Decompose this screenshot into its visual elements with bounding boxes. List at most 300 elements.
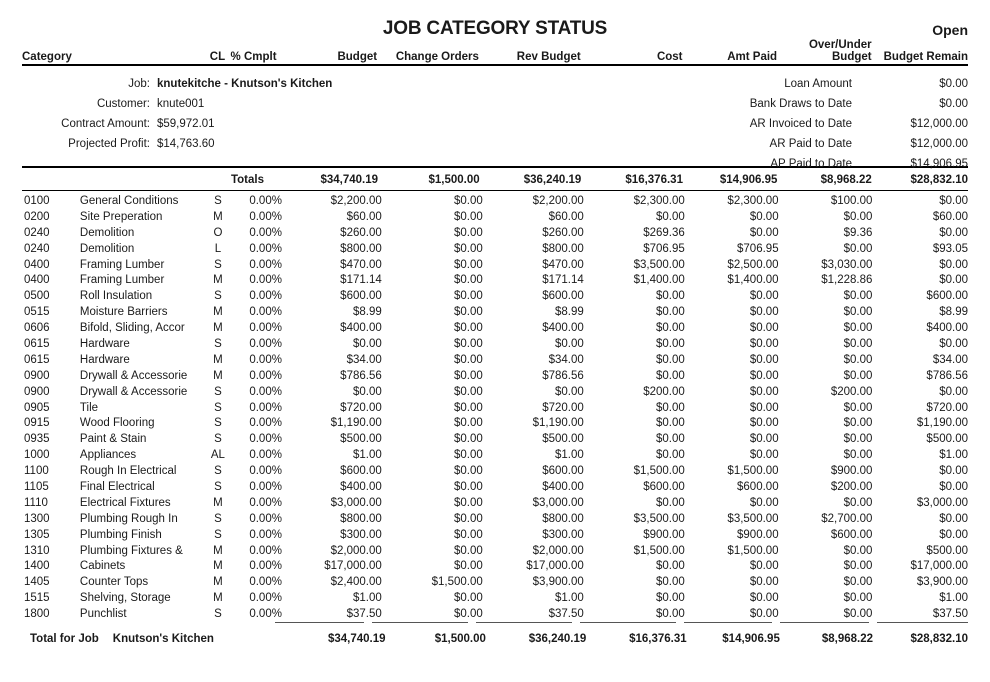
row-cell-change-orders: $0.00 xyxy=(453,322,483,335)
row-cell-cost: $0.00 xyxy=(656,608,685,621)
totals-change-orders: $1,500.00 xyxy=(428,173,480,186)
table-row[interactable] xyxy=(22,384,968,400)
row-cell-budget-remain: $786.56 xyxy=(926,369,968,382)
row-cell-change-orders: $0.00 xyxy=(453,306,483,319)
row-cell-cl: S xyxy=(214,417,222,430)
row-cell-budget: $400.00 xyxy=(340,480,382,493)
row-cell-description: Tile xyxy=(79,401,99,414)
table-row[interactable] xyxy=(22,225,968,241)
row-cell-description: Plumbing Fixtures & xyxy=(79,544,183,557)
table-row[interactable] xyxy=(22,272,968,288)
row-cell-amt-paid: $0.00 xyxy=(749,337,779,350)
row-cell-code: 1105 xyxy=(24,480,49,493)
row-cell-cl: M xyxy=(213,369,223,382)
table-row[interactable] xyxy=(22,463,968,479)
ar-invoiced-value: $12,000.00 xyxy=(910,118,968,130)
row-cell-amt-paid: $0.00 xyxy=(749,210,779,223)
row-cell-rev-budget: $2,000.00 xyxy=(532,544,584,557)
table-row[interactable] xyxy=(22,479,968,495)
table-row[interactable] xyxy=(22,320,968,336)
row-cell-over-under-budget: $0.00 xyxy=(843,353,873,366)
row-cell-cost: $0.00 xyxy=(656,369,685,382)
row-cell-pct-cmplt: 0.00% xyxy=(249,496,282,509)
row-cell-amt-paid: $0.00 xyxy=(749,608,779,621)
row-cell-description: Roll Insulation xyxy=(79,290,153,303)
grand-total-budget: $34,740.19 xyxy=(327,633,386,646)
row-cell-budget: $37.50 xyxy=(346,608,382,621)
table-row[interactable] xyxy=(22,288,968,304)
row-cell-rev-budget: $34.00 xyxy=(548,353,584,366)
row-cell-pct-cmplt: 0.00% xyxy=(249,353,282,366)
table-row[interactable] xyxy=(22,606,968,622)
row-cell-rev-budget: $2,200.00 xyxy=(532,194,584,207)
row-cell-cost: $600.00 xyxy=(643,480,685,493)
row-cell-description: General Conditions xyxy=(79,194,179,207)
row-cell-cost: $0.00 xyxy=(656,449,685,462)
row-cell-description: Framing Lumber xyxy=(79,258,165,271)
row-cell-pct-cmplt: 0.00% xyxy=(249,608,282,621)
row-cell-change-orders: $0.00 xyxy=(453,226,483,239)
report-header xyxy=(22,16,968,46)
row-cell-change-orders: $0.00 xyxy=(453,258,483,271)
row-cell-budget-remain: $37.50 xyxy=(932,608,968,621)
subtotal-rule-cost xyxy=(580,622,676,627)
row-cell-cost: $0.00 xyxy=(656,401,685,414)
row-cell-cl: S xyxy=(214,258,222,271)
row-cell-amt-paid: $2,500.00 xyxy=(727,258,779,271)
row-cell-pct-cmplt: 0.00% xyxy=(249,592,282,605)
row-cell-over-under-budget: $0.00 xyxy=(843,210,873,223)
row-cell-amt-paid: $900.00 xyxy=(737,528,779,541)
row-cell-over-under-budget: $0.00 xyxy=(843,496,873,509)
row-cell-cost: $1,400.00 xyxy=(633,274,685,287)
subtotal-rule-budget xyxy=(275,622,364,627)
row-cell-rev-budget: $720.00 xyxy=(542,401,584,414)
job-separator: - xyxy=(224,78,228,90)
row-cell-cl: S xyxy=(214,480,222,493)
row-cell-change-orders: $0.00 xyxy=(453,353,483,366)
row-cell-cl: M xyxy=(213,592,223,605)
row-cell-amt-paid: $706.95 xyxy=(737,242,779,255)
row-cell-budget: $786.56 xyxy=(340,369,382,382)
row-cell-pct-cmplt: 0.00% xyxy=(249,576,282,589)
row-cell-rev-budget: $0.00 xyxy=(555,385,584,398)
row-cell-budget: $500.00 xyxy=(340,433,382,446)
grand-total-change-orders: $1,500.00 xyxy=(434,633,486,646)
row-cell-cost: $0.00 xyxy=(656,337,685,350)
row-cell-cl: S xyxy=(214,385,222,398)
row-cell-cost: $0.00 xyxy=(656,290,685,303)
row-cell-description: Framing Lumber xyxy=(79,274,165,287)
row-cell-change-orders: $0.00 xyxy=(453,401,483,414)
row-cell-description: Final Electrical xyxy=(79,480,155,493)
row-cell-amt-paid: $0.00 xyxy=(749,433,779,446)
row-cell-cl: L xyxy=(214,242,222,255)
column-header-category: Category xyxy=(22,51,72,63)
row-cell-pct-cmplt: 0.00% xyxy=(249,258,282,271)
bank-draws-value: $0.00 xyxy=(939,98,968,110)
row-cell-code: 1800 xyxy=(24,608,50,621)
row-cell-rev-budget: $300.00 xyxy=(542,528,584,541)
table-row[interactable] xyxy=(22,304,968,320)
row-cell-rev-budget: $400.00 xyxy=(542,322,584,335)
job-row xyxy=(22,74,332,94)
row-cell-pct-cmplt: 0.00% xyxy=(249,210,282,223)
row-cell-budget: $1,190.00 xyxy=(330,417,382,430)
row-cell-change-orders: $1,500.00 xyxy=(431,576,483,589)
job-name: Knutson's Kitchen xyxy=(231,78,333,90)
row-cell-amt-paid: $0.00 xyxy=(749,449,779,462)
projected-profit-label: Projected Profit: xyxy=(68,138,150,150)
table-row[interactable] xyxy=(22,527,968,543)
subtotal-rules xyxy=(22,622,968,629)
row-cell-cost: $269.36 xyxy=(643,226,685,239)
row-cell-cl: M xyxy=(213,496,223,509)
row-cell-cost: $0.00 xyxy=(656,210,685,223)
row-cell-cost: $0.00 xyxy=(656,353,685,366)
table-row[interactable] xyxy=(22,336,968,352)
row-cell-change-orders: $0.00 xyxy=(453,274,483,287)
row-cell-over-under-budget: $0.00 xyxy=(843,401,873,414)
row-cell-code: 1400 xyxy=(24,560,50,573)
row-cell-cl: M xyxy=(213,322,223,335)
row-cell-amt-paid: $0.00 xyxy=(749,369,779,382)
row-cell-budget-remain: $500.00 xyxy=(926,544,968,557)
row-cell-amt-paid: $0.00 xyxy=(749,226,779,239)
row-cell-change-orders: $0.00 xyxy=(453,242,483,255)
row-cell-change-orders: $0.00 xyxy=(453,560,483,573)
finance-row xyxy=(692,154,968,174)
row-cell-amt-paid: $0.00 xyxy=(749,385,779,398)
subtotal-rule-change-orders xyxy=(372,622,468,627)
job-summary-block xyxy=(22,66,968,170)
divider xyxy=(22,190,968,191)
row-cell-amt-paid: $2,300.00 xyxy=(727,194,779,207)
row-cell-amt-paid: $0.00 xyxy=(749,353,779,366)
row-cell-cost: $3,500.00 xyxy=(633,258,685,271)
row-cell-change-orders: $0.00 xyxy=(453,465,483,478)
row-cell-code: 0615 xyxy=(24,337,50,350)
row-cell-change-orders: $0.00 xyxy=(453,210,483,223)
table-row[interactable] xyxy=(22,590,968,606)
row-cell-budget-remain: $0.00 xyxy=(939,337,968,350)
row-cell-code: 0606 xyxy=(24,322,50,335)
row-cell-budget-remain: $3,900.00 xyxy=(916,576,968,589)
loan-amount-value: $0.00 xyxy=(939,78,968,90)
row-cell-cost: $0.00 xyxy=(656,560,685,573)
row-cell-pct-cmplt: 0.00% xyxy=(249,242,282,255)
grand-total-job-name: Knutson's Kitchen xyxy=(112,633,214,646)
row-cell-description: Demolition xyxy=(79,242,135,255)
column-header-change-orders: Change Orders xyxy=(395,51,479,63)
row-cell-description: Site Preperation xyxy=(79,210,163,223)
row-cell-cl: S xyxy=(214,433,222,446)
row-cell-cost: $1,500.00 xyxy=(633,544,685,557)
row-cell-pct-cmplt: 0.00% xyxy=(249,401,282,414)
row-cell-amt-paid: $1,400.00 xyxy=(727,274,779,287)
row-cell-description: Drywall & Accessorie xyxy=(79,369,188,382)
grand-total-cost: $16,376.31 xyxy=(629,633,687,646)
row-cell-rev-budget: $786.56 xyxy=(542,369,584,382)
row-cell-pct-cmplt: 0.00% xyxy=(249,369,282,382)
row-cell-budget: $1.00 xyxy=(352,592,382,605)
row-cell-budget-remain: $0.00 xyxy=(939,258,968,271)
row-cell-change-orders: $0.00 xyxy=(453,385,483,398)
row-cell-over-under-budget: $200.00 xyxy=(830,385,873,398)
row-cell-rev-budget: $600.00 xyxy=(542,290,584,303)
row-cell-rev-budget: $3,000.00 xyxy=(532,496,584,509)
row-cell-rev-budget: $17,000.00 xyxy=(526,560,584,573)
row-cell-budget-remain: $60.00 xyxy=(932,210,968,223)
row-cell-rev-budget: $60.00 xyxy=(548,210,584,223)
row-cell-amt-paid: $0.00 xyxy=(749,576,779,589)
page-title: JOB CATEGORY STATUS xyxy=(382,18,608,39)
bank-draws-label: Bank Draws to Date xyxy=(749,98,852,110)
row-cell-description: Demolition xyxy=(79,226,135,239)
row-cell-change-orders: $0.00 xyxy=(453,369,483,382)
row-cell-budget-remain: $0.00 xyxy=(939,385,968,398)
row-cell-rev-budget: $171.14 xyxy=(542,274,584,287)
grand-total-budget-remain: $28,832.10 xyxy=(910,633,969,646)
row-cell-change-orders: $0.00 xyxy=(453,608,483,621)
row-cell-rev-budget: $800.00 xyxy=(542,512,584,525)
table-row[interactable] xyxy=(22,400,968,416)
row-cell-budget-remain: $8.99 xyxy=(939,306,968,319)
row-cell-budget: $800.00 xyxy=(340,242,382,255)
row-cell-code: 0200 xyxy=(24,210,50,223)
contract-amount-row xyxy=(22,114,332,134)
ar-invoiced-label: AR Invoiced to Date xyxy=(749,118,852,130)
subtotal-rule-over-under xyxy=(780,622,869,627)
row-cell-cl: M xyxy=(213,544,223,557)
row-cell-budget-remain: $1,190.00 xyxy=(916,417,968,430)
row-cell-change-orders: $0.00 xyxy=(453,528,483,541)
subtotal-rule-rev-budget xyxy=(476,622,572,627)
row-cell-description: Punchlist xyxy=(79,608,127,621)
row-cell-description: Drywall & Accessorie xyxy=(79,385,188,398)
table-row[interactable] xyxy=(22,431,968,447)
row-cell-code: 0905 xyxy=(24,401,50,414)
loan-amount-label: Loan Amount xyxy=(784,78,852,90)
row-cell-budget: $2,400.00 xyxy=(330,576,382,589)
row-cell-cl: M xyxy=(213,576,223,589)
row-cell-budget: $8.99 xyxy=(352,306,382,319)
row-cell-rev-budget: $1.00 xyxy=(555,449,584,462)
row-cell-change-orders: $0.00 xyxy=(453,480,483,493)
row-cell-change-orders: $0.00 xyxy=(453,496,483,509)
row-cell-pct-cmplt: 0.00% xyxy=(249,274,282,287)
row-cell-rev-budget: $3,900.00 xyxy=(532,576,584,589)
row-cell-amt-paid: $0.00 xyxy=(749,306,779,319)
table-row[interactable] xyxy=(22,241,968,257)
row-cell-code: 0615 xyxy=(24,353,50,366)
totals-rev-budget: $36,240.19 xyxy=(523,173,582,186)
row-cell-description: Plumbing Rough In xyxy=(79,512,178,525)
row-cell-code: 0900 xyxy=(24,385,50,398)
row-cell-budget: $470.00 xyxy=(340,258,382,271)
row-cell-code: 0240 xyxy=(24,242,50,255)
row-cell-over-under-budget: $0.00 xyxy=(843,290,873,303)
row-cell-cost: $3,500.00 xyxy=(633,512,685,525)
table-row[interactable] xyxy=(22,209,968,225)
row-cell-cl: AL xyxy=(210,449,225,462)
column-header-budget: Budget xyxy=(337,51,378,63)
subtotal-rule-budget-remain xyxy=(877,622,968,627)
row-cell-change-orders: $0.00 xyxy=(453,544,483,557)
table-row[interactable] xyxy=(22,352,968,368)
row-cell-over-under-budget: $600.00 xyxy=(830,528,873,541)
finance-info-right xyxy=(692,74,968,174)
row-cell-budget: $34.00 xyxy=(346,353,382,366)
column-header-budget-remain: Budget Remain xyxy=(883,51,968,63)
row-cell-cost: $900.00 xyxy=(643,528,685,541)
row-cell-amt-paid: $1,500.00 xyxy=(727,544,779,557)
row-cell-budget: $800.00 xyxy=(340,512,382,525)
row-cell-code: 0915 xyxy=(24,417,50,430)
table-row[interactable] xyxy=(22,193,968,209)
row-cell-description: Counter Tops xyxy=(79,576,149,589)
row-cell-budget-remain: $0.00 xyxy=(939,512,968,525)
row-cell-pct-cmplt: 0.00% xyxy=(249,512,282,525)
row-cell-over-under-budget: $0.00 xyxy=(843,322,873,335)
row-cell-rev-budget: $1.00 xyxy=(555,592,584,605)
row-cell-pct-cmplt: 0.00% xyxy=(249,433,282,446)
row-cell-pct-cmplt: 0.00% xyxy=(249,226,282,239)
row-cell-rev-budget: $8.99 xyxy=(555,306,584,319)
row-cell-rev-budget: $260.00 xyxy=(542,226,584,239)
table-row[interactable] xyxy=(22,511,968,527)
job-code: knutekitche xyxy=(157,78,221,90)
column-header-pct-cmplt: % Cmplt xyxy=(230,51,277,63)
customer-value: knute001 xyxy=(157,98,205,110)
row-cell-over-under-budget: $1,228.86 xyxy=(821,274,873,287)
row-cell-budget-remain: $0.00 xyxy=(939,465,968,478)
row-cell-code: 0935 xyxy=(24,433,50,446)
row-cell-description: Rough In Electrical xyxy=(79,465,177,478)
row-cell-budget: $3,000.00 xyxy=(330,496,382,509)
row-cell-pct-cmplt: 0.00% xyxy=(249,544,282,557)
row-cell-budget-remain: $0.00 xyxy=(939,226,968,239)
ap-paid-label: AP Paid to Date xyxy=(770,158,852,170)
table-row[interactable] xyxy=(22,415,968,431)
row-cell-over-under-budget: $0.00 xyxy=(843,544,873,557)
row-cell-cl: S xyxy=(214,194,222,207)
row-cell-pct-cmplt: 0.00% xyxy=(249,322,282,335)
row-cell-amt-paid: $0.00 xyxy=(749,290,779,303)
row-cell-code: 1000 xyxy=(24,449,50,462)
row-cell-code: 1515 xyxy=(24,592,50,605)
row-cell-over-under-budget: $0.00 xyxy=(843,560,873,573)
row-cell-code: 0500 xyxy=(24,290,50,303)
row-cell-budget-remain: $600.00 xyxy=(926,290,968,303)
finance-row xyxy=(692,134,968,154)
contract-amount-value: $59,972.01 xyxy=(157,118,215,130)
table-row[interactable] xyxy=(22,574,968,590)
row-cell-pct-cmplt: 0.00% xyxy=(249,194,282,207)
totals-budget-remain: $28,832.10 xyxy=(910,173,968,186)
row-cell-over-under-budget: $200.00 xyxy=(830,480,873,493)
finance-row xyxy=(692,74,968,94)
table-row[interactable] xyxy=(22,495,968,511)
row-cell-budget-remain: $3,000.00 xyxy=(916,496,968,509)
row-cell-cost: $2,300.00 xyxy=(633,194,685,207)
grand-total-row xyxy=(22,629,968,649)
row-cell-cost: $0.00 xyxy=(656,433,685,446)
row-cell-budget-remain: $1.00 xyxy=(939,449,968,462)
row-cell-change-orders: $0.00 xyxy=(453,194,483,207)
table-row[interactable] xyxy=(22,543,968,559)
table-row[interactable] xyxy=(22,447,968,463)
row-cell-description: Hardware xyxy=(79,337,130,350)
row-cell-rev-budget: $37.50 xyxy=(548,608,584,621)
table-row[interactable] xyxy=(22,368,968,384)
row-cell-over-under-budget: $0.00 xyxy=(843,337,873,350)
row-cell-code: 1305 xyxy=(24,528,50,541)
column-header-cost: Cost xyxy=(656,51,683,63)
finance-row xyxy=(692,114,968,134)
row-cell-cost: $0.00 xyxy=(656,306,685,319)
row-cell-cost: $0.00 xyxy=(656,576,685,589)
row-cell-cost: $0.00 xyxy=(656,496,685,509)
column-header-cl: CL xyxy=(209,51,226,63)
row-cell-rev-budget: $1,190.00 xyxy=(532,417,584,430)
row-cell-code: 1300 xyxy=(24,512,50,525)
row-cell-cl: M xyxy=(213,210,223,223)
row-cell-budget: $260.00 xyxy=(340,226,382,239)
subtotal-rule-amt-paid xyxy=(684,622,773,627)
job-info-left xyxy=(22,74,332,154)
table-row[interactable] xyxy=(22,257,968,273)
row-cell-cost: $0.00 xyxy=(656,322,685,335)
row-cell-description: Cabinets xyxy=(79,560,126,573)
grand-total-label-cell xyxy=(22,633,234,645)
row-cell-description: Electrical Fixtures xyxy=(79,496,171,509)
column-header-amt-paid: Amt Paid xyxy=(727,51,778,63)
row-cell-cl: O xyxy=(213,226,223,239)
row-cell-budget: $600.00 xyxy=(340,465,382,478)
row-cell-amt-paid: $0.00 xyxy=(749,401,779,414)
row-cell-rev-budget: $470.00 xyxy=(542,258,584,271)
row-cell-over-under-budget: $0.00 xyxy=(843,449,873,462)
row-cell-description: Plumbing Finish xyxy=(79,528,162,541)
row-cell-cl: S xyxy=(214,401,222,414)
job-category-status-report xyxy=(0,16,990,682)
row-cell-cl: M xyxy=(213,353,223,366)
customer-label: Customer: xyxy=(96,98,150,110)
status-badge: Open xyxy=(932,22,968,38)
row-cell-change-orders: $0.00 xyxy=(453,449,483,462)
row-cell-over-under-budget: $100.00 xyxy=(830,194,873,207)
job-label: Job: xyxy=(128,78,150,90)
row-cell-over-under-budget: $0.00 xyxy=(843,417,873,430)
row-cell-rev-budget: $600.00 xyxy=(542,465,584,478)
contract-amount-label: Contract Amount: xyxy=(61,118,150,130)
row-cell-budget: $0.00 xyxy=(352,385,382,398)
row-cell-budget-remain: $0.00 xyxy=(939,480,968,493)
table-row[interactable] xyxy=(22,558,968,574)
row-cell-change-orders: $0.00 xyxy=(453,290,483,303)
row-cell-cl: S xyxy=(214,608,222,621)
ap-paid-value: $14,906.95 xyxy=(910,158,968,170)
row-cell-budget-remain: $1.00 xyxy=(939,592,968,605)
row-cell-description: Paint & Stain xyxy=(79,433,147,446)
row-cell-over-under-budget: $900.00 xyxy=(830,465,873,478)
row-cell-budget: $2,000.00 xyxy=(330,544,382,557)
row-cell-cl: S xyxy=(214,337,222,350)
row-cell-change-orders: $0.00 xyxy=(453,337,483,350)
row-cell-over-under-budget: $0.00 xyxy=(843,433,873,446)
row-cell-amt-paid: $600.00 xyxy=(737,480,779,493)
